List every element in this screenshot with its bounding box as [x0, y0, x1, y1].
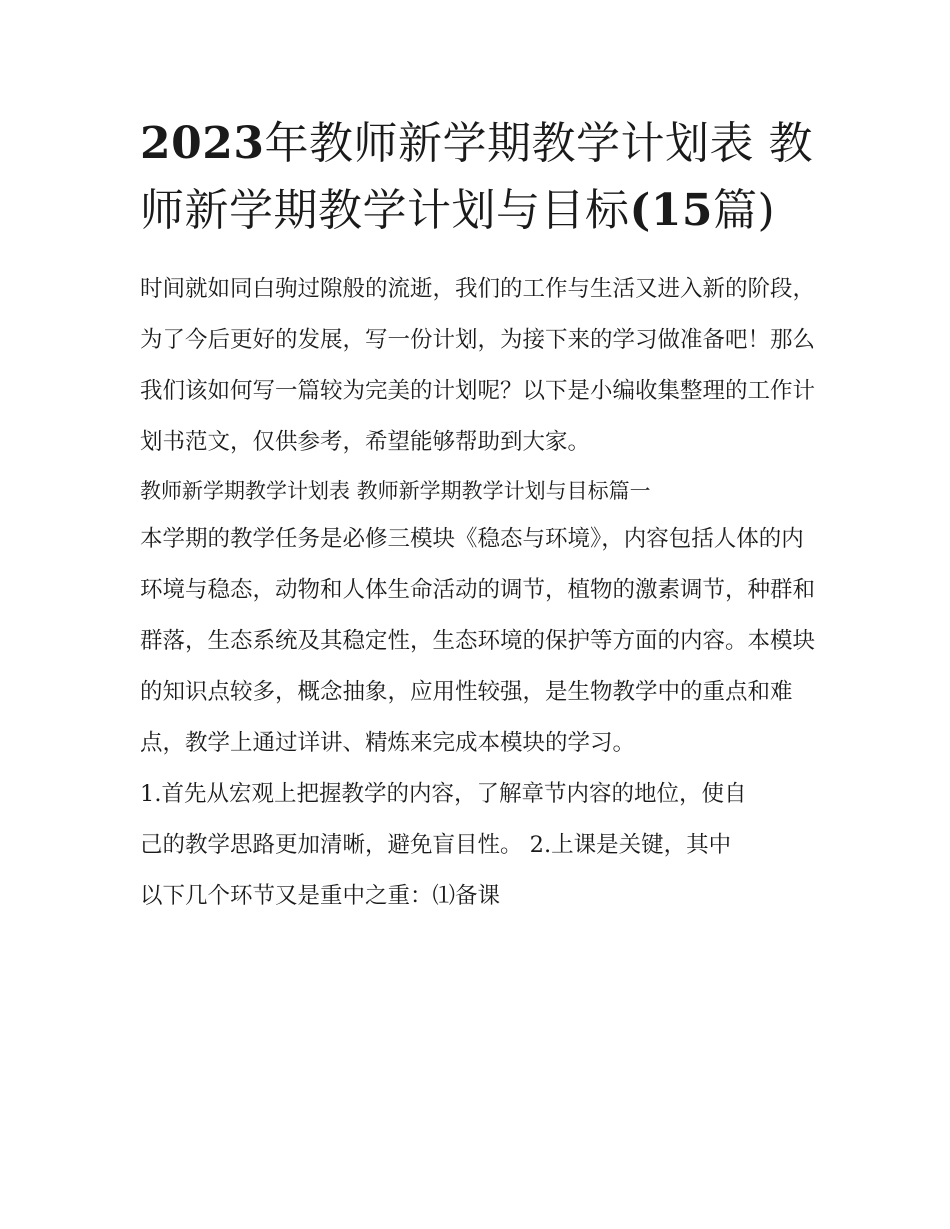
- document-content: [140, 110, 820, 922]
- intro-paragraph: 时间就如同白驹过隙般的流逝，我们的工作与生活又进入新的阶段，为了今后更好的发展，写一份计划，为接下来的学习做准备吧！那么我们该如何写一篇较为完美的计划呢？以下是小编收集整理的工作计划书范文，仅供参考，希望能够帮助到大家。: [140, 276, 816, 455]
- content-paragraph-2-line-2: 己的教学思路更加清晰，避免盲目性。 2.上课是关键，其中: [140, 832, 732, 858]
- section-heading: 教师新学期教学计划表 教师新学期教学计划与目标篇一: [140, 479, 651, 503]
- title-count-close: 篇): [713, 185, 776, 236]
- title-count-open: (15: [629, 185, 714, 236]
- title-text: 年教师新学期教学计划表 教师新学期教学计划与目标: [140, 118, 813, 236]
- title-year: 2023: [140, 118, 265, 169]
- content-paragraph-2-line-3: 以下几个环节又是重中之重：⑴备课: [140, 883, 501, 909]
- document-body: [140, 264, 820, 922]
- content-paragraph-2-line-1: 1.首先从宏观上把握教学的内容，了解章节内容的地位，使自: [140, 781, 747, 807]
- document-title: [140, 110, 820, 244]
- content-paragraph-1: 本学期的教学任务是必修三模块《稳态与环境》，内容包括人体的内环境与稳态，动物和人体生命活动的调节，植物的激素调节，种群和群落，生态系统及其稳定性，生态环境的保护等方面的内容。本模块的知识点较多，概念抽象，应用性较强，是生物教学中的重点和难点，教学上通过详讲、精炼来完成本模块的学习。: [140, 526, 816, 756]
